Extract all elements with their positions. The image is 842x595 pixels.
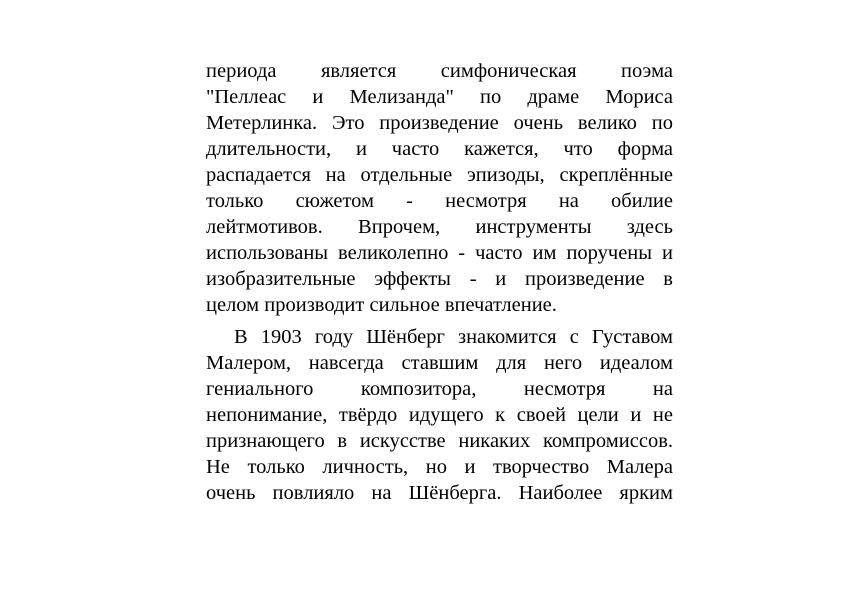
paragraph-line: Метерлинка. Это произведение очень велико по <box>206 112 673 134</box>
paragraph-line: признающего в искусстве никаких компромиссов. <box>206 430 673 452</box>
paragraph-line: Не только личность, но и творчество Малера <box>206 456 673 478</box>
paragraph-line: периода является симфоническая поэма <box>206 60 673 82</box>
paragraph-line: очень повлияло на Шёнберга. Наиболее ярким <box>206 482 673 504</box>
paragraph-line: лейтмотивов. Впрочем, инструменты здесь <box>206 216 673 238</box>
paragraph-line: целом производит сильное впечатление. <box>206 294 557 316</box>
paragraph-line: распадается на отдельные эпизоды, скреплённые <box>206 164 673 186</box>
paragraph-line: Малером, навсегда ставшим для него идеалом <box>206 352 673 374</box>
paragraph-line: "Пеллеас и Мелизанда" по драме Мориса <box>206 86 673 108</box>
paragraph-1 <box>206 58 673 318</box>
paragraph-line: длительности, и часто кажется, что форма <box>206 138 673 160</box>
paragraph-line: использованы великолепно - часто им поручены и <box>206 242 673 264</box>
paragraph-line: гениального композитора, несмотря на <box>206 378 673 400</box>
paragraph-line: В 1903 году Шёнберг знакомится с Густавом <box>234 326 673 348</box>
paragraph-line: изобразительные эффекты - и произведение в <box>206 268 673 290</box>
paragraph-line: только сюжетом - несмотря на обилие <box>206 190 673 212</box>
body-text <box>206 58 673 506</box>
paragraph-2 <box>206 324 673 506</box>
paragraph-line: непонимание, твёрдо идущего к своей цели и не <box>206 404 673 426</box>
